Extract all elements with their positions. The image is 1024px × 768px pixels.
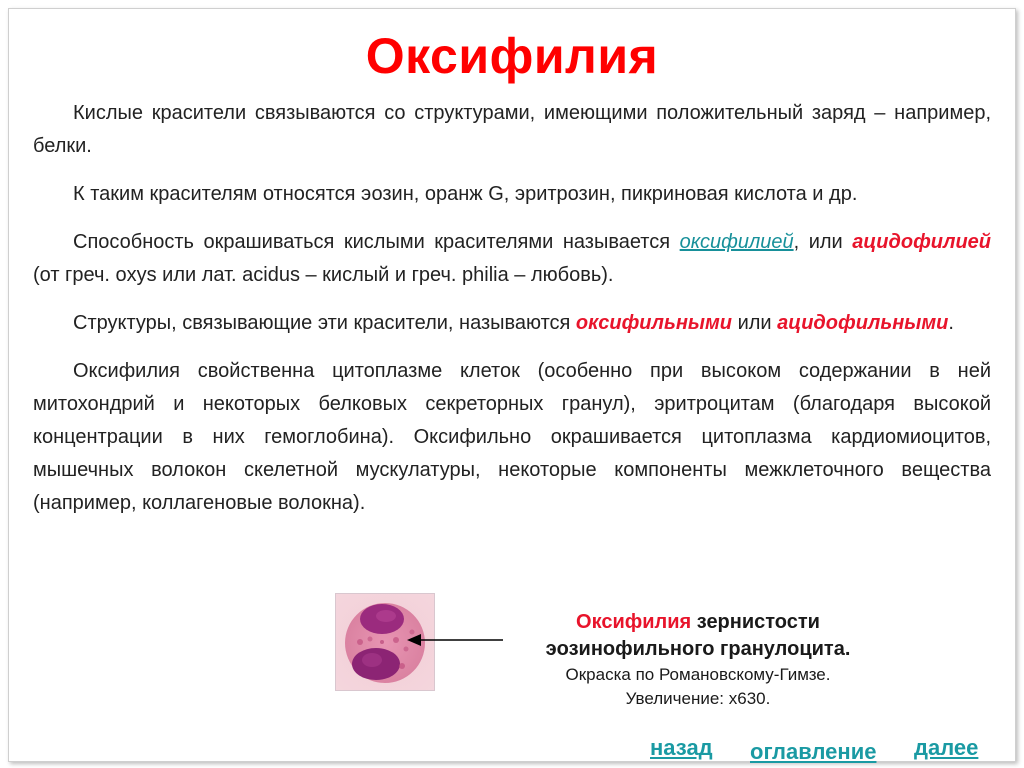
paragraph-2: К таким красителям относятся эозин, оранж G, эритрозин, пикриновая кислота и др.	[73, 183, 858, 205]
caption-cell-name: эозинофильного гранулоцита.	[545, 638, 851, 660]
paragraph-3	[33, 226, 991, 292]
caption-stain: Окраска по Романовскому-Гимзе.	[565, 665, 831, 684]
caption-title-line	[505, 609, 891, 636]
nav-back-link[interactable]: назад	[650, 735, 713, 760]
caption-title-rest: зернистости	[691, 611, 820, 633]
arrow-left-icon	[407, 633, 505, 647]
body-text	[33, 97, 991, 535]
acidophilic-term: ацидофильными	[777, 312, 949, 334]
slide	[8, 8, 1016, 762]
paragraph-5: Оксифилия свойственна цитоплазме клеток (особенно при высоком содержании в ней митохондрий и некоторых белковых секреторных гранул), эритроцитам (благодаря высокой концентрации в них гемоглобина). Оксифильно окрашивается цитоплазма кардиомиоцитов, мышечных волокон скелетной мускулатуры, некоторые компоненты межклеточного вещества (например, коллагеновые волокна).	[33, 360, 991, 514]
paragraph-3-text-c: (от греч. oxys или лат. acidus – кислый и греч. philia – любовь).	[33, 264, 614, 286]
paragraph-4	[33, 307, 991, 340]
oxyphilia-link[interactable]: оксифилией	[679, 231, 794, 253]
paragraph-3-text-b: , или	[793, 231, 853, 253]
paragraph-3-text-a: Способность окрашиваться кислыми красителями называется	[73, 231, 680, 253]
paragraph-1: Кислые красители связываются со структурами, имеющими положительный заряд – например, белки.	[33, 102, 991, 157]
nav-next-link[interactable]: далее	[914, 735, 979, 760]
acidophilia-term: ацидофилией	[852, 231, 992, 253]
figure-caption	[505, 609, 891, 711]
paragraph-4-text-a: Структуры, связывающие эти красители, называются	[73, 312, 576, 334]
nav-toc-link[interactable]: оглавление	[750, 739, 877, 764]
oxyphilic-term: оксифильными	[575, 312, 733, 334]
page-title: Оксифилия	[365, 28, 659, 84]
caption-oxyphilia: Оксифилия	[576, 611, 692, 633]
paragraph-4-text-b: или	[732, 312, 778, 334]
paragraph-4-text-c: .	[948, 312, 954, 334]
caption-magnification: Увеличение: х630.	[625, 689, 771, 708]
